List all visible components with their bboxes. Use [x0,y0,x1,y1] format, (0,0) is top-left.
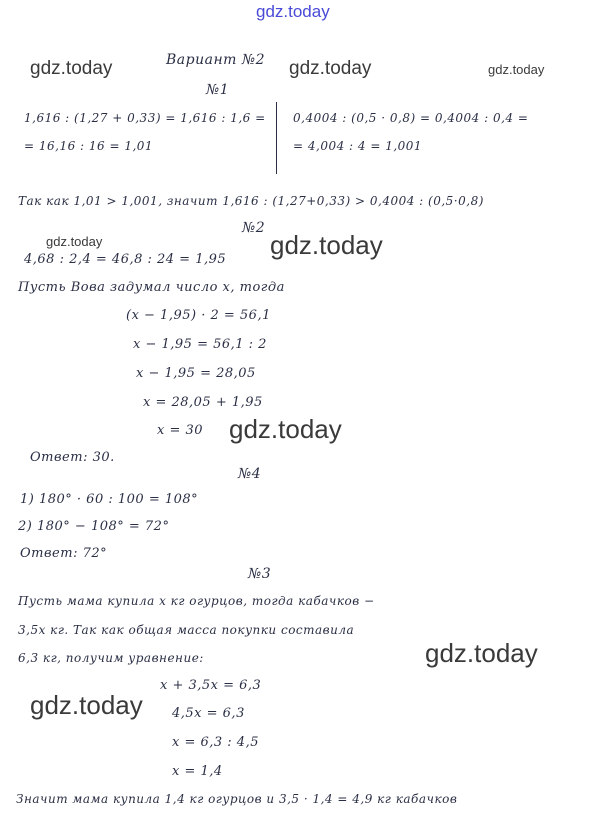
task2-label: №2 [242,220,266,236]
task1-conclusion: Так как 1,01 > 1,001, значит 1,616 : (1,27+0,33) > 0,4004 : (0,5·0,8) [18,194,484,208]
task3-label: №3 [248,566,272,582]
watermark: gdz.today [289,58,372,79]
task3-eq2: 4,5x = 6,3 [172,706,245,721]
task2-eq3: x − 1,95 = 28,05 [136,366,256,381]
task2-line1: 4,68 : 2,4 = 46,8 : 24 = 1,95 [24,252,227,267]
task3-eq4: x = 1,4 [172,764,223,779]
task2-line2: Пусть Вова задумал число x, тогда [18,280,285,295]
task3-line1: Пусть мама купила x кг огурцов, тогда кабачков − [18,594,375,608]
column-divider [276,102,277,174]
task1-left-line2: = 16,16 : 16 = 1,01 [24,139,154,153]
watermark: gdz.today [229,414,342,444]
task3-conclusion: Значит мама купила 1,4 кг огурцов и 3,5 · 1,4 = 4,9 кг кабачков [16,792,458,806]
task2-eq4: x = 28,05 + 1,95 [143,395,263,410]
task1-right-line2: = 4,004 : 4 = 1,001 [293,139,423,153]
task3-line2: 3,5x кг. Так как общая масса покупки составила [18,623,355,637]
watermark: gdz.today [270,230,383,260]
task3-line3: 6,3 кг, получим уравнение: [18,651,204,665]
task2-eq2: x − 1,95 = 56,1 : 2 [133,337,267,352]
task4-line2: 2) 180° − 108° = 72° [18,519,170,534]
task2-answer: Ответ: 30. [30,450,115,465]
watermark: gdz.today [46,234,103,249]
task1-left-line1: 1,616 : (1,27 + 0,33) = 1,616 : 1,6 = [24,111,266,125]
watermark: gdz.today [30,690,143,720]
watermark: gdz.today [488,62,545,77]
watermark: gdz.today [425,638,538,668]
watermark-top[interactable]: gdz.today [256,2,330,21]
task1-right-line1: 0,4004 : (0,5 · 0,8) = 0,4004 : 0,4 = [293,111,529,125]
task4-line1: 1) 180° · 60 : 100 = 108° [20,492,199,507]
task3-eq3: x = 6,3 : 4,5 [172,735,259,750]
task1-label: №1 [206,82,230,98]
task3-eq1: x + 3,5x = 6,3 [160,678,262,693]
task4-label: №4 [238,466,262,482]
task2-eq5: x = 30 [157,423,204,438]
task2-eq1: (x − 1,95) · 2 = 56,1 [126,308,271,323]
variant-title: Вариант №2 [166,52,266,68]
task4-answer: Ответ: 72° [20,546,108,561]
watermark: gdz.today [30,58,113,79]
